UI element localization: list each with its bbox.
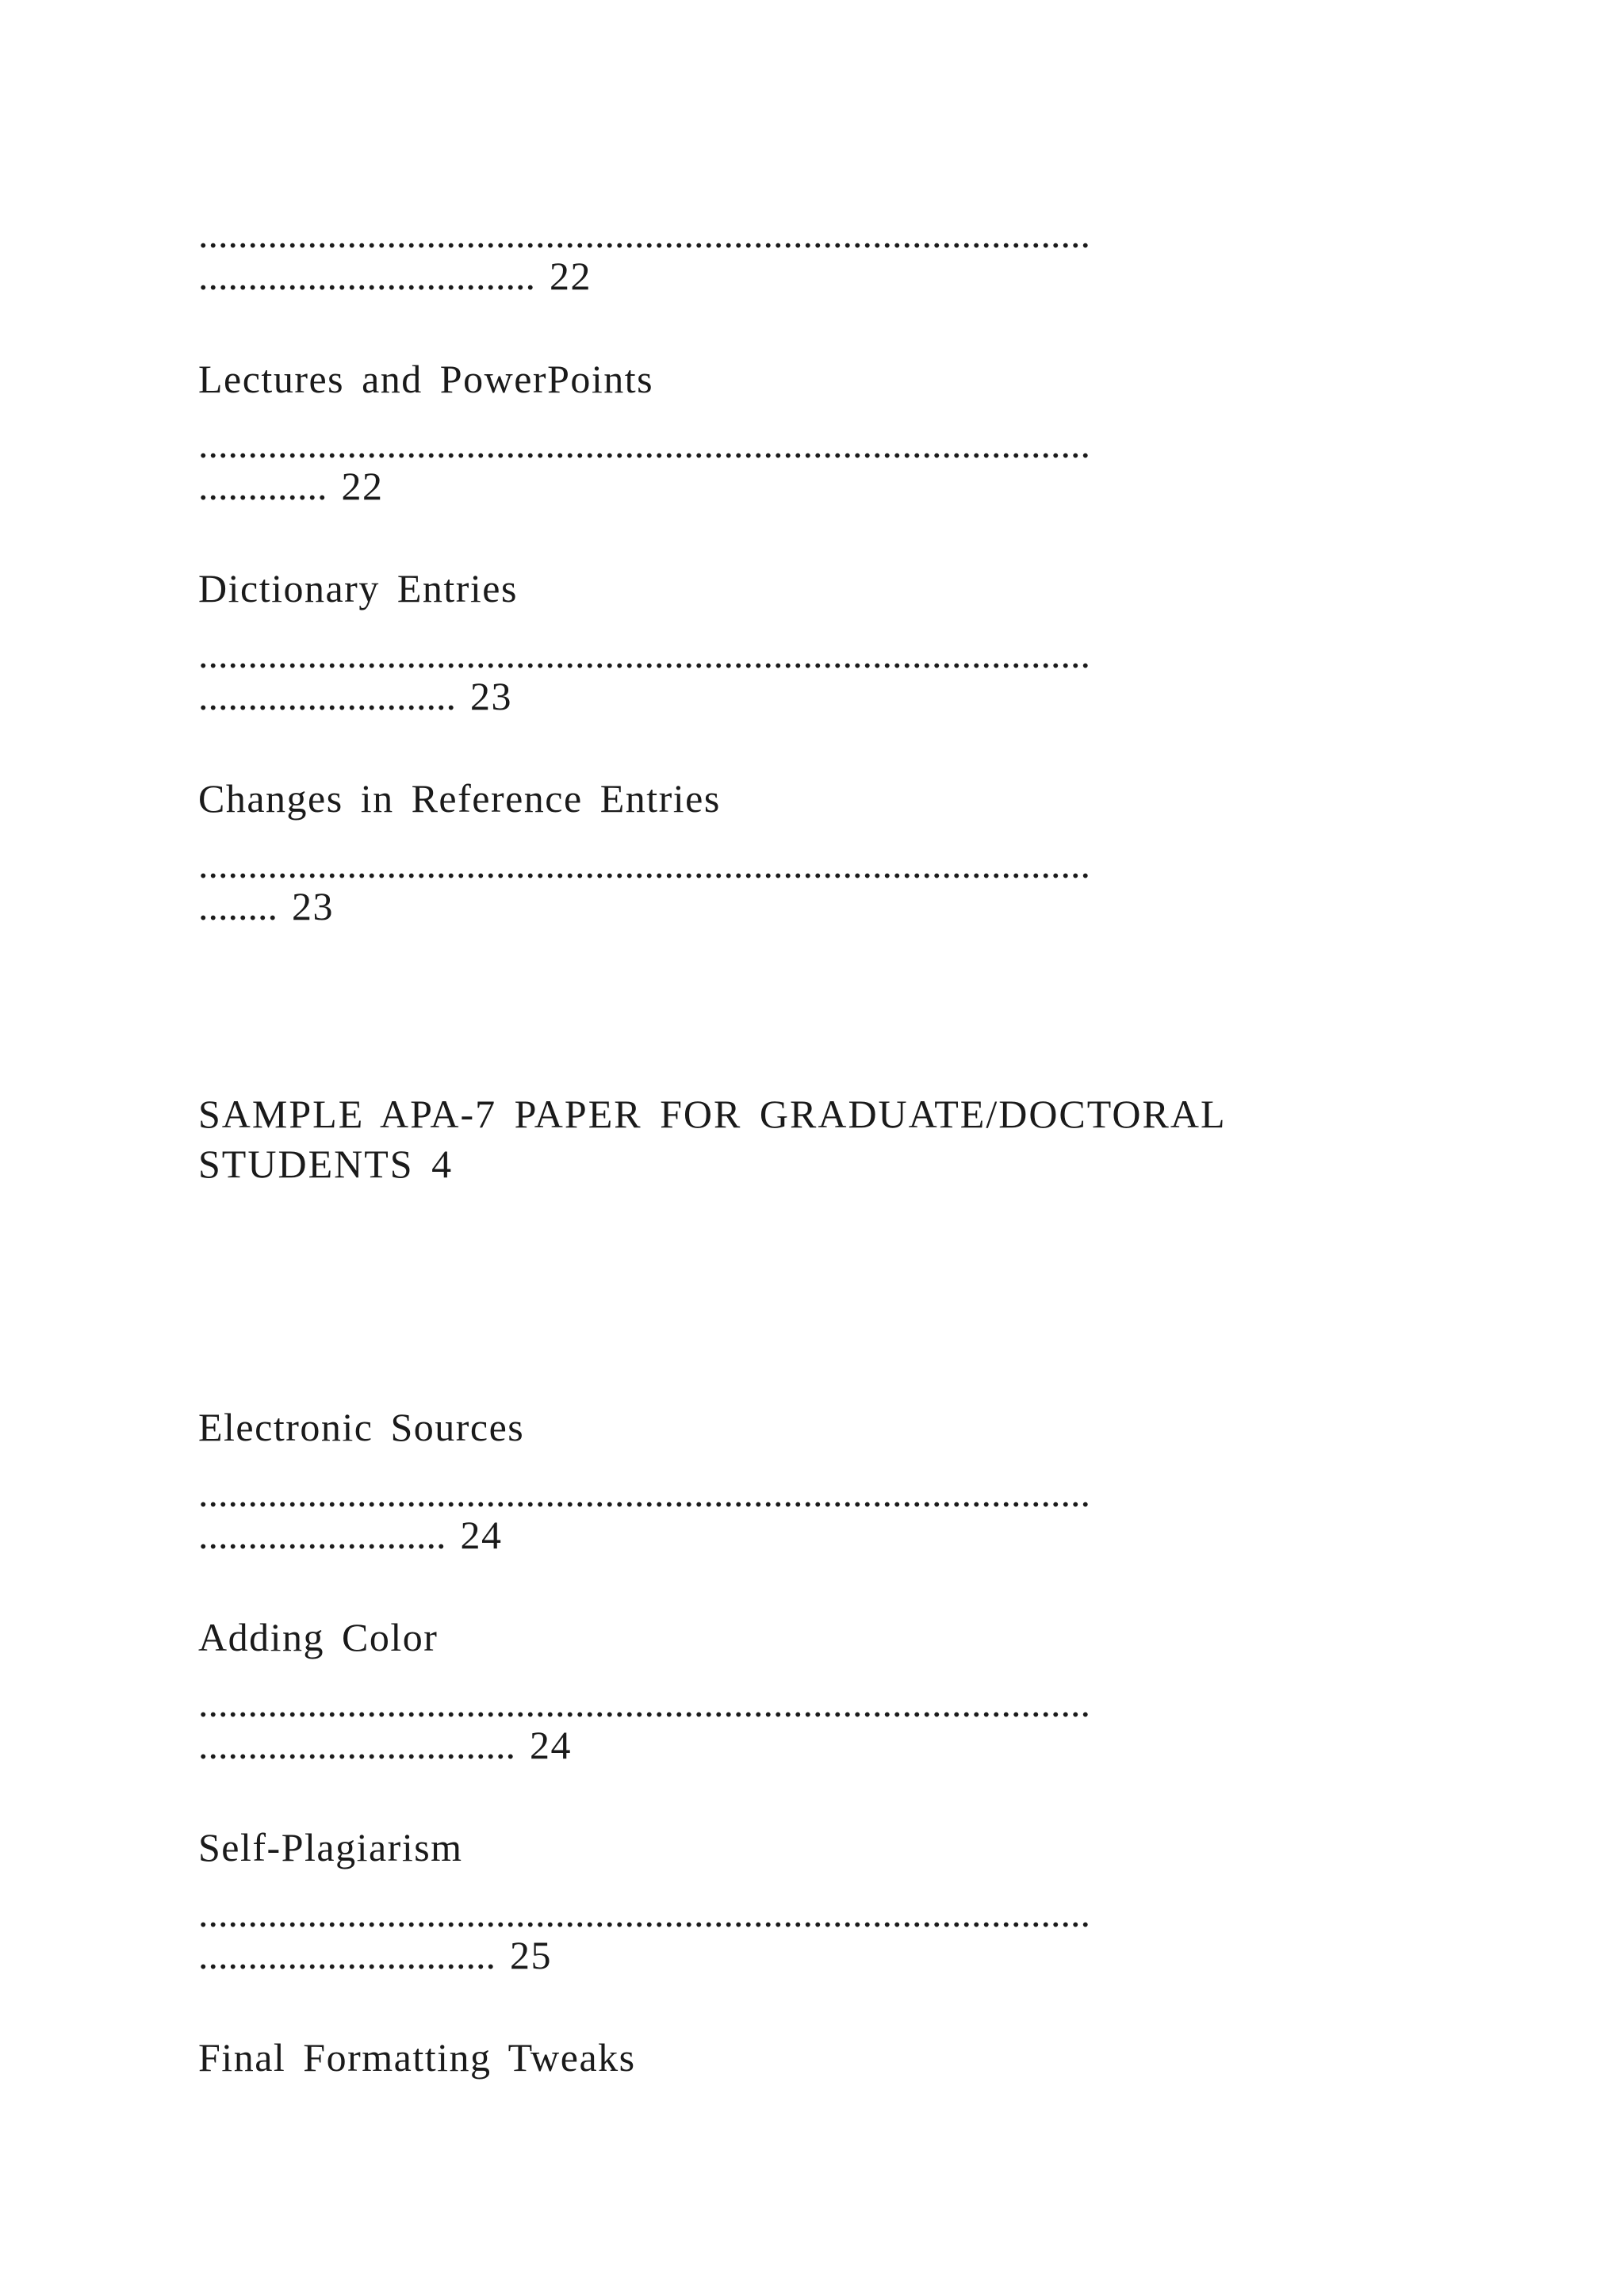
toc-leader-end	[198, 252, 592, 300]
toc-leader	[198, 1469, 1090, 1517]
toc-page-number: 22	[341, 464, 384, 508]
toc-leader-dots: ..........................................................................................	[198, 212, 1090, 256]
toc-leader-dots: ..........................................................................................	[198, 1891, 1090, 1935]
toc-page-number: 23	[470, 674, 512, 718]
toc-leader-dots: ........	[198, 884, 278, 928]
toc-leader	[198, 1679, 1090, 1727]
toc-entry-title: Final Formatting Tweaks	[198, 2035, 636, 2080]
toc-entry-title: Lectures and PowerPoints	[198, 357, 654, 401]
toc-leader-dots: ..............................	[198, 1933, 496, 1977]
toc-leader-dots: ..........................	[198, 674, 456, 718]
toc-leader-dots: ..................................	[198, 254, 535, 298]
toc-leader-end	[198, 882, 334, 930]
toc-leader-end	[198, 462, 384, 510]
toc-page-number: 24	[530, 1723, 572, 1767]
toc-page-number: 23	[292, 884, 334, 928]
toc-entry-title: Electronic Sources	[198, 1405, 525, 1449]
toc-leader-dots: ..........................................................................................	[198, 632, 1090, 676]
toc-leader-end	[198, 1931, 552, 1979]
toc-entry-title: Adding Color	[198, 1615, 439, 1659]
toc-entry-title: Self-Plagiarism	[198, 1825, 463, 1869]
toc-leader-dots: .........................	[198, 1513, 446, 1557]
toc-page-number: 22	[550, 254, 592, 298]
toc-leader-dots: ..........................................................................................	[198, 1471, 1090, 1515]
toc-leader-end	[198, 1721, 572, 1769]
toc-leader-dots: ..........................................................................................	[198, 1681, 1090, 1725]
toc-leader-end	[198, 1511, 503, 1559]
toc-leader-dots: .............	[198, 464, 327, 508]
toc-page-number: 24	[460, 1513, 503, 1557]
toc-leader-dots: ..........................................................................................	[198, 842, 1090, 886]
toc-page-number: 25	[510, 1933, 552, 1977]
toc-leader	[198, 420, 1090, 468]
toc-entry-title: Changes in Reference Entries	[198, 776, 721, 821]
running-head-line2: STUDENTS 4	[198, 1142, 454, 1186]
running-head-line1: SAMPLE APA-7 PAPER FOR GRADUATE/DOCTORAL	[198, 1092, 1227, 1136]
toc-leader-end	[198, 672, 512, 720]
toc-leader	[198, 630, 1090, 678]
toc-leader	[198, 1889, 1090, 1937]
toc-leader	[198, 210, 1090, 258]
toc-leader-dots: ..........................................................................................	[198, 422, 1090, 466]
toc-entry-title: Dictionary Entries	[198, 566, 518, 610]
toc-leader-dots: ................................	[198, 1723, 515, 1767]
toc-leader	[198, 840, 1090, 888]
